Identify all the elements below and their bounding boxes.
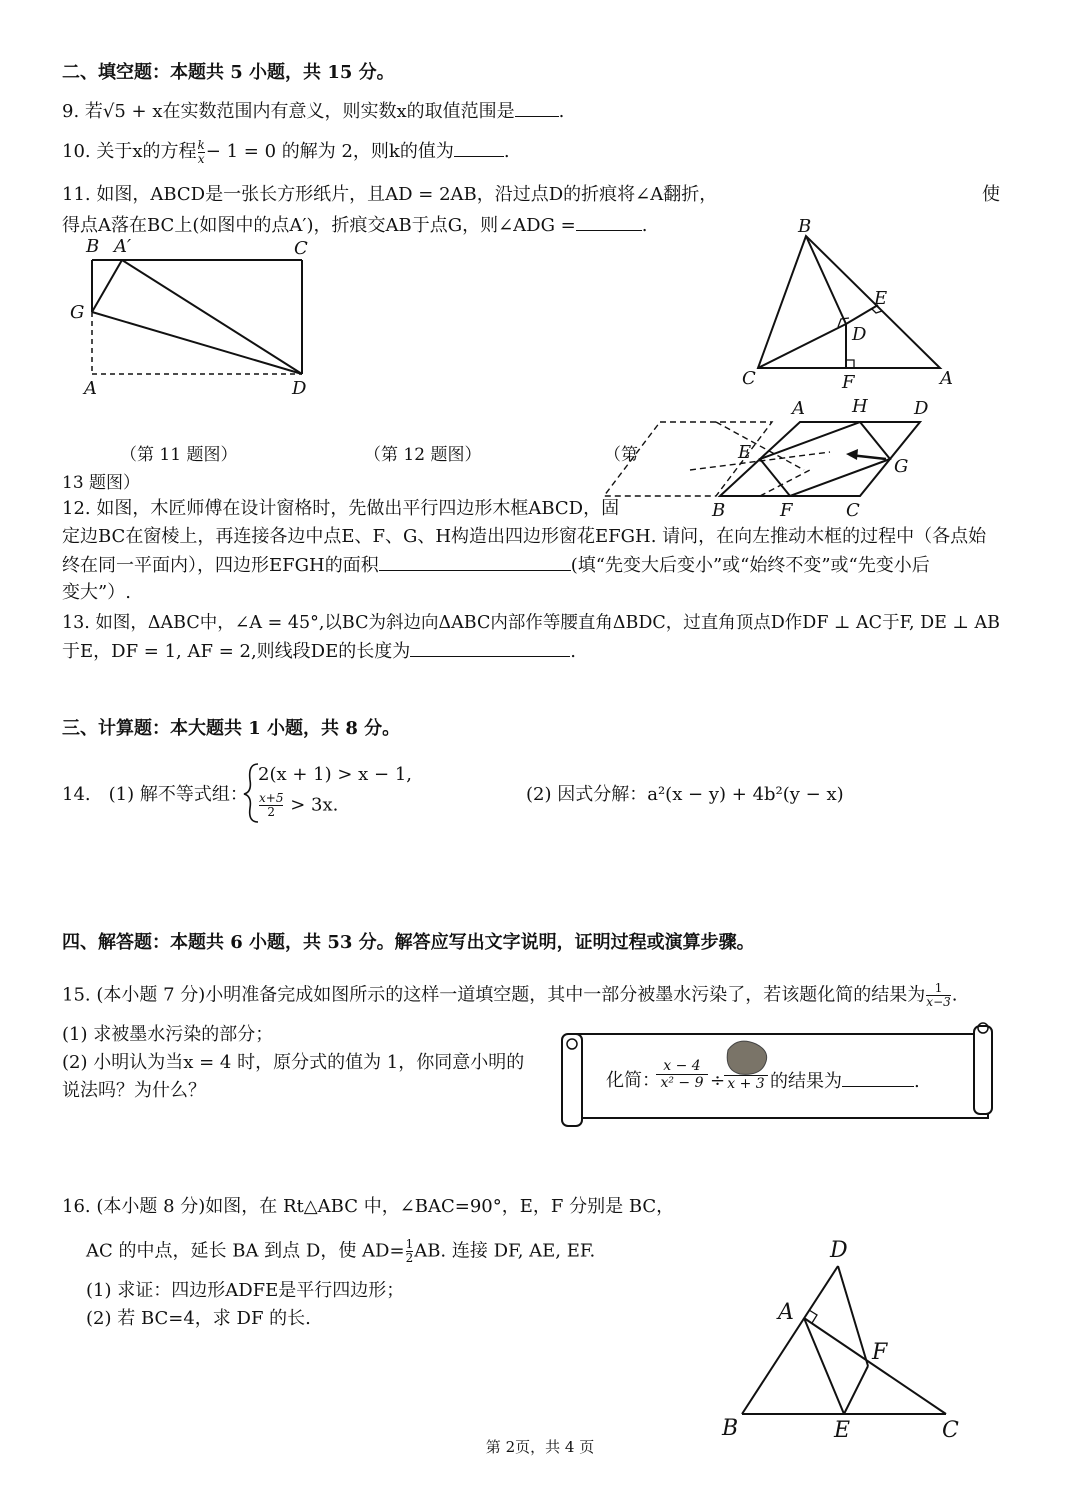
question-12-text: 终在同一平面内），四边形EFGH的面积 (62, 555, 379, 576)
fig16-segment-ef (844, 1366, 868, 1414)
question-15-text: 15. (本小题 7 分)小明准备完成如图所示的这样一道填空题，其中一部分被墨水污染了，若该题化简的结果为 (62, 984, 926, 1006)
question-11-text: 得点A落在BC上(如图中的点A′)，折痕交AB于点G，则∠ADG = (62, 215, 576, 236)
fraction-denominator: x (197, 151, 205, 166)
caption-figure-13-b: 13 题图） (62, 473, 141, 493)
division-sign: ÷ (710, 1070, 726, 1091)
fraction-numerator: 1 (926, 982, 950, 996)
fig11-label-g: G (70, 302, 85, 323)
fig11-label-a: A (84, 378, 97, 399)
section-3-heading: 三、计算题：本大题共 1 小题，共 8 分。 (62, 718, 401, 739)
scroll-result-label: 的结果为 (770, 1071, 842, 1092)
question-15-line-1: 15. (本小题 7 分)小明准备完成如图所示的这样一道填空题，其中一部分被墨水污染了，若该题化简的结果为 $\frac{1}{x-3}$ . (62, 981, 958, 1009)
fraction-denominator: 2 (267, 805, 276, 819)
fig13-label-e: E (874, 288, 888, 309)
scroll-text-suffix: 的结果为 . (770, 1068, 920, 1095)
fig12-label-e: E (738, 442, 752, 463)
fig12-label-c: C (846, 500, 860, 521)
fig12-label-h: H (852, 396, 868, 417)
fig11-label-b: B (86, 236, 100, 257)
question-15-part-2a: (2) 小明认为当x = 4 时，原分式的值为 1，你同意小明的 (62, 1052, 525, 1073)
fig16-label-d: D (830, 1238, 848, 1263)
question-12-line-4: 变大”）. (62, 582, 131, 603)
question-16-line-1: 16. (本小题 8 分)如图，在 Rt△ABC 中，∠BAC=90°，E，F 分别是 BC， (62, 1196, 675, 1217)
fig16-segment-bd (742, 1266, 838, 1414)
fraction-denominator: 2 (405, 1251, 414, 1265)
question-11-shi: 使 (982, 184, 1000, 205)
fig13-label-b: B (798, 216, 812, 237)
question-13-text: 于E，DF = 1, AF = 2,则线段DE的长度为 (62, 641, 411, 662)
question-11-line-2: 得点A落在BC上(如图中的点A′)，折痕交AB于点G，则∠ADG = . (62, 212, 648, 239)
question-16-part-2: (2) 若 BC=4，求 DF 的长. (86, 1308, 311, 1329)
question-12-options: (填“先变大后变小”或“始终不变”或“先变小后 (570, 555, 930, 576)
question-11-line-1: 11. 如图，ABCD是一张长方形纸片，且AD = 2AB，沿过点D的折痕将∠A翻折， (62, 184, 718, 205)
fig16-label-b: B (722, 1416, 739, 1441)
fig16-label-c: C (942, 1418, 959, 1443)
question-10-text-b: − 1 = 0 的解为 2，则k的值为 (205, 141, 454, 162)
question-16-text-b: AB. 连接 DF, AE, EF. (414, 1240, 596, 1262)
fig13-label-c: C (742, 368, 756, 389)
fraction-numerator: x+5 (259, 791, 284, 805)
fig16-label-e: E (834, 1418, 851, 1443)
question-13-line-2: 于E，DF = 1, AF = 2,则线段DE的长度为 . (62, 638, 576, 665)
fraction-numerator: k (197, 137, 205, 152)
fig13-label-f: F (842, 372, 855, 393)
caption-figure-13-a: （第 (604, 445, 638, 465)
question-16-text-a: AC 的中点，延长 BA 到点 D，使 AD= (86, 1240, 405, 1262)
question-15-part-1: (1) 求被墨水污染的部分； (62, 1024, 274, 1045)
scroll-text-prefix: 化简： (606, 1070, 660, 1091)
fig12-label-d: D (914, 398, 929, 419)
caption-figure-12: （第 12 题图） (364, 445, 482, 465)
fig11-label-a-prime: A′ (114, 236, 132, 257)
question-14-part-2: (2) 因式分解：a²(x − y) + 4b²(y − x) (526, 784, 844, 805)
question-12-line-2: 定边BC在窗棱上，再连接各边中点E、F、G、H构造出四边形窗花EFGH. 请问，在向左推动木框的过程中（各点始 (62, 526, 987, 547)
fig12-label-g: G (894, 456, 909, 477)
fig16-label-f: F (872, 1340, 888, 1365)
fig13-label-a: A (940, 368, 953, 389)
fraction-numerator: x − 4 (656, 1058, 708, 1075)
page-footer: 第 2页，共 4 页 (485, 1438, 595, 1456)
section-2-heading: 二、填空题：本题共 5 小题，共 15 分。 (62, 62, 395, 83)
question-10-text-a: 10. 关于x的方程 (62, 141, 197, 162)
fig11-label-d: D (292, 378, 307, 399)
fig12-label-a: A (792, 398, 805, 419)
fig13-label-d: D (852, 324, 867, 345)
question-14-part-1-label: 14. (1) 解不等式组： (62, 784, 248, 805)
fig16-segment-ac (804, 1318, 946, 1414)
fig11-label-c: C (294, 238, 308, 259)
question-9-text: 9. 若√5 + x在实数范围内有意义，则实数x的取值范围是 (62, 101, 515, 122)
caption-figure-11: （第 11 题图） (120, 445, 238, 465)
fraction-denominator: x−3 (926, 995, 951, 1009)
fig16-label-a: A (778, 1300, 794, 1325)
fraction-denominator: x² − 9 (660, 1075, 704, 1091)
question-10: 10. 关于x的方程 $\frac{k}{x}$ − 1 = 0 的解为 2，则k的值为 . (62, 137, 510, 166)
fraction-denominator: x + 3 (727, 1076, 765, 1092)
section-4-heading: 四、解答题：本题共 6 小题，共 53 分。解答应写出文字说明，证明过程或演算步骤。 (62, 932, 755, 953)
question-15-part-2b: 说法吗？为什么？ (62, 1080, 206, 1101)
fig12-label-b: B (712, 500, 726, 521)
question-9: 9. 若√5 + x在实数范围内有意义，则实数x的取值范围是 . (62, 98, 564, 125)
fraction-numerator: 1 (405, 1237, 414, 1251)
question-16-part-1: (1) 求证：四边形ADFE是平行四边形； (86, 1280, 405, 1301)
question-13-line-1: 13. 如图，ΔABC中，∠A = 45°,以BC为斜边向ΔABC内部作等腰直角ΔBDC，过直角顶点D作DF ⊥ AC于F, DE ⊥ AB (62, 613, 1000, 633)
question-12-line-1: 12. 如图，木匠师傅在设计窗格时，先做出平行四边形木框ABCD，固 (62, 498, 620, 519)
inequality-2-rest: > 3x. (290, 794, 339, 816)
fig12-label-f: F (780, 500, 793, 521)
inequality-1: 2(x + 1) > x − 1, (258, 764, 413, 785)
